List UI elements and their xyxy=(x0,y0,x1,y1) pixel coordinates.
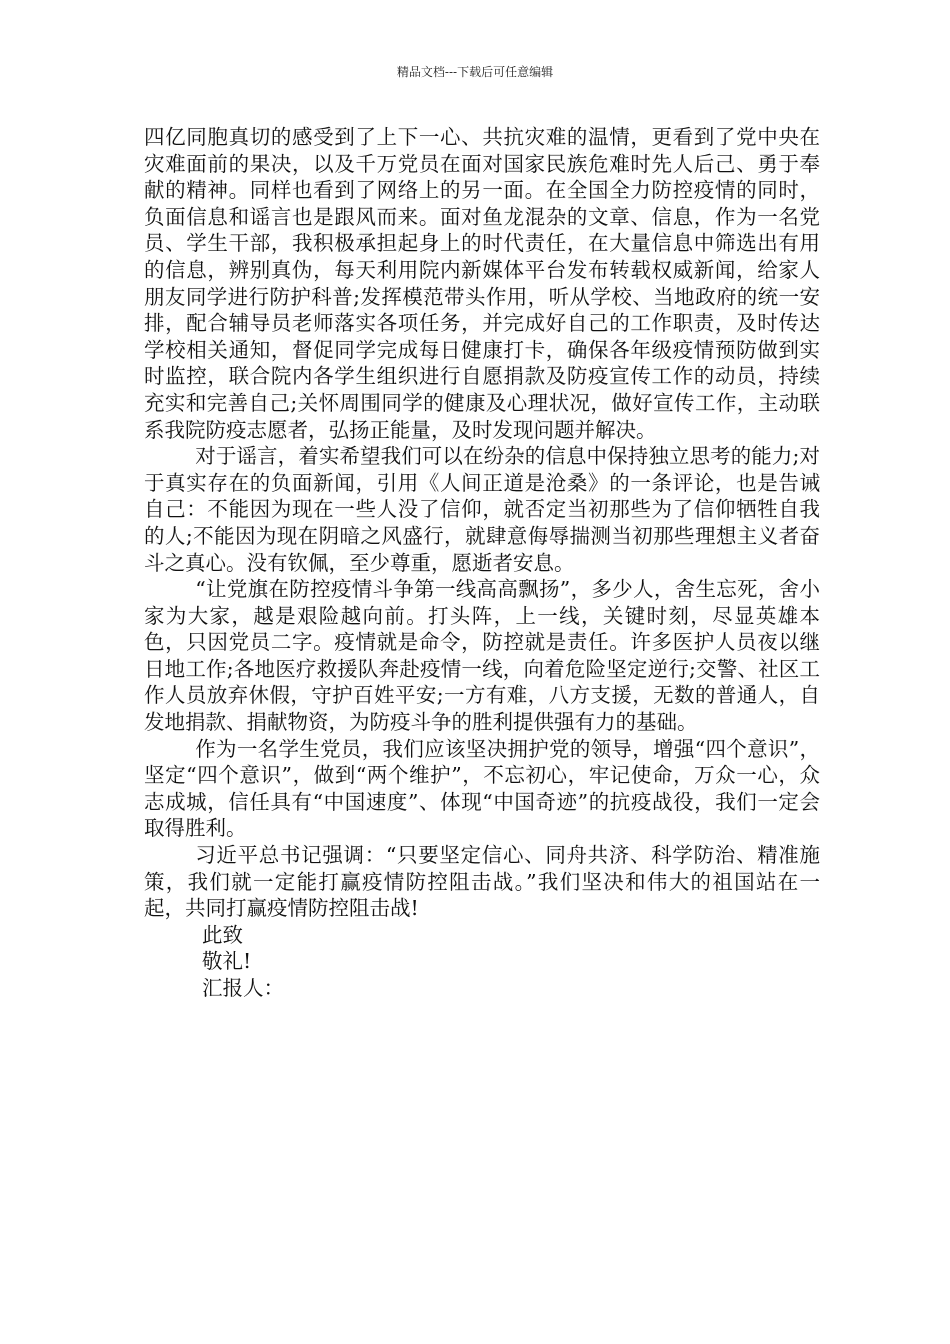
paragraph-3: “让党旗在防控疫情斗争第一线高高飘扬”，多少人，舍生忘死，舍小家为大家，越是艰险越向前。打头阵，上一线，关键时刻，尽显英雄本色，只因党员二字。疫情就是命令，防控就是责任。许多医护人员夜以继日地工作;各地医疗救援队奔赴疫情一线，向着危险坚定逆行;交警、社区工作人员放弃休假，守护百姓平安;一方有难，八方支援，无数的普通人，自发地捐款、捐献物资，为防疫斗争的胜利提供强有力的基础。 xyxy=(144,577,820,735)
paragraph-1: 四亿同胞真切的感受到了上下一心、共抗灾难的温情，更看到了党中央在灾难面前的果决，以及千万党员在面对国家民族危难时先人后己、勇于奉献的精神。同样也看到了网络上的另一面。在全国全力防控疫情的同时，负面信息和谣言也是跟风而来。面对鱼龙混杂的文章、信息，作为一名党员、学生干部，我积极承担起身上的时代责任，在大量信息中筛选出有用的信息，辨别真伪，每天利用院内新媒体平台发布转载权威新闻，给家人朋友同学进行防护科普;发挥模范带头作用，听从学校、当地政府的统一安排，配合辅导员老师落实各项任务，并完成好自己的工作职责，及时传达学校相关通知，督促同学完成每日健康打卡，确保各年级疫情预防做到实时监控，联合院内各学生组织进行自愿捐款及防疫宣传工作的动员，持续充实和完善自己;关怀周围同学的健康及心理状况，做好宣传工作，主动联系我院防疫志愿者，弘扬正能量，及时发现问题并解决。 xyxy=(144,125,820,442)
document-body xyxy=(144,124,820,1002)
closing-regards: 敬礼! xyxy=(202,949,252,974)
paragraph-4: 作为一名学生党员，我们应该坚决拥护党的领导，增强“四个意识”，坚定“四个意识”，做到“两个维护”，不忘初心，牢记使命，万众一心，众志成城，信任具有“中国速度”、体现“中国奇迹”的抗疫战役，我们一定会取得胜利。 xyxy=(144,736,820,841)
paragraph-5: 习近平总书记强调：“只要坚定信心、同舟共济、科学防治、精准施策，我们就一定能打赢疫情防控阻击战。”我们坚决和伟大的祖国站在一起，共同打赢疫情防控阻击战! xyxy=(144,843,820,921)
page-header: 精品文档---下载后可任意编辑 xyxy=(396,65,554,79)
closing-salutation: 此致 xyxy=(202,922,243,947)
reporter-signature-label: 汇报人： xyxy=(202,976,284,1000)
paragraph-2: 对于谣言，着实希望我们可以在纷杂的信息中保持独立思考的能力;对于真实存在的负面新闻，引用《人间正道是沧桑》的一条评论，也是告诫自己：不能因为现在一些人没了信仰，就否定当初那些为了信仰牺牲自我的人;不能因为现在阴暗之风盛行，就肆意侮辱揣测当初那些理想主义者奋斗之真心。没有钦佩，至少尊重，愿逝者安息。 xyxy=(144,444,820,575)
